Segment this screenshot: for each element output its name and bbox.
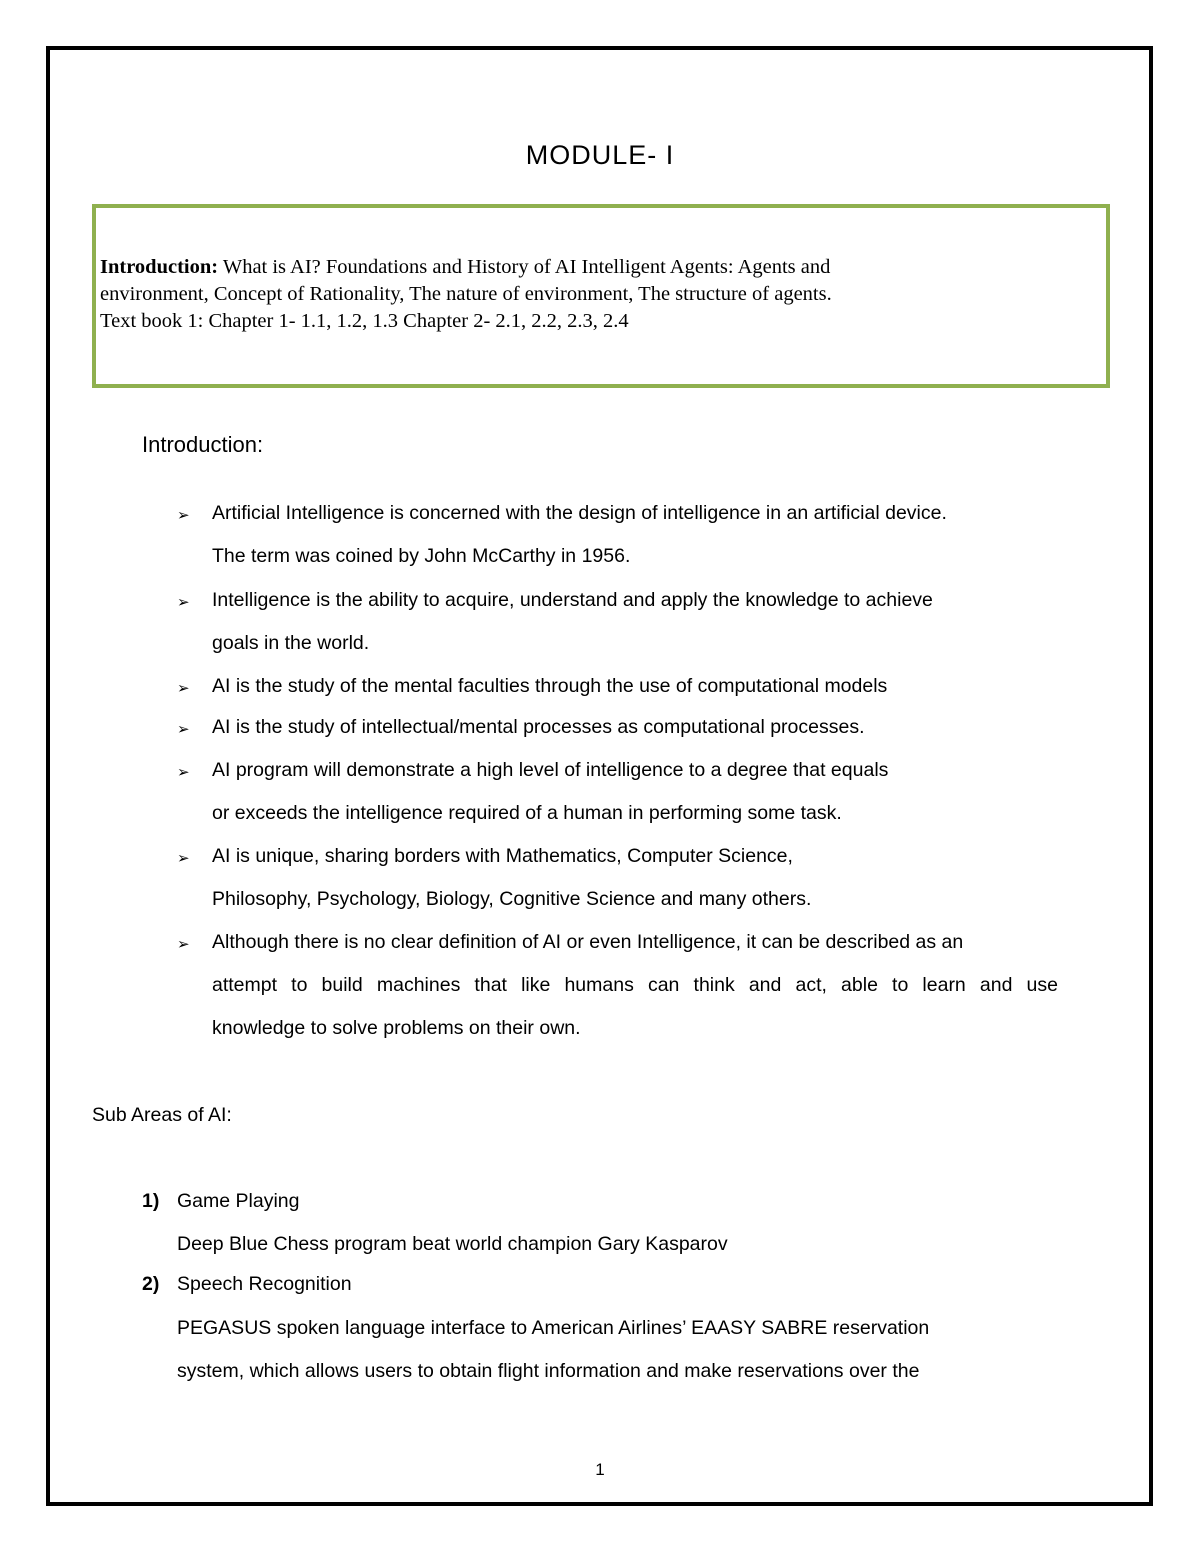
bullet-arrow-icon: ➢: [177, 764, 190, 781]
bullet-2-line-1: Intelligence is the ability to acquire, understand and apply the knowledge to achieve: [212, 589, 933, 611]
bullet-2-line-2: goals in the world.: [212, 632, 370, 654]
bullet-arrow-icon: ➢: [177, 936, 190, 953]
bullet-3-line-1: AI is the study of the mental faculties through the use of computational models: [212, 675, 888, 697]
syllabus-line-3: Text book 1: Chapter 1- 1.1, 1.2, 1.3 Chapter 2- 2.1, 2.2, 2.3, 2.4: [100, 310, 629, 332]
bullet-1-line-2: The term was coined by John McCarthy in 1956.: [212, 545, 631, 567]
syllabus-line-1-rest: What is AI? Foundations and History of AI Intelligent Agents: Agents and: [218, 256, 831, 278]
sub-area-2-description-line-1: PEGASUS spoken language interface to American Airlines’ EAASY SABRE reservation: [177, 1317, 930, 1339]
bullet-7-line-1: Although there is no clear definition of AI or even Intelligence, it can be described as an: [212, 931, 964, 953]
sub-area-2-description-line-2: system, which allows users to obtain flight information and make reservations over the: [177, 1360, 920, 1382]
bullet-arrow-icon: ➢: [177, 850, 190, 867]
syllabus-lead: Introduction:: [100, 256, 219, 278]
sub-areas-heading: Sub Areas of AI:: [92, 1104, 232, 1126]
module-title: MODULE- I: [525, 140, 675, 170]
page-number: 1: [595, 1460, 605, 1479]
syllabus-box: [92, 204, 1110, 388]
bullet-6-line-2: Philosophy, Psychology, Biology, Cognitive Science and many others.: [212, 888, 812, 910]
bullet-7-line-3: knowledge to solve problems on their own.: [212, 1017, 581, 1039]
syllabus-line-1: [100, 254, 832, 281]
syllabus-line-2: environment, Concept of Rationality, The nature of environment, The structure of agents.: [100, 283, 832, 305]
bullet-4-line-1: AI is the study of intellectual/mental processes as computational processes.: [212, 716, 865, 738]
bullet-7-line-2: attempt to build machines that like humans can think and act, able to learn and use: [212, 974, 1058, 996]
bullet-1-line-1: Artificial Intelligence is concerned with the design of intelligence in an artificial device.: [212, 502, 947, 524]
bullet-arrow-icon: ➢: [177, 680, 190, 697]
introduction-heading: Introduction:: [142, 432, 264, 457]
bullet-arrow-icon: ➢: [177, 507, 190, 524]
sub-area-2-number: 2): [142, 1273, 160, 1295]
syllabus-text: [100, 254, 832, 335]
bullet-arrow-icon: ➢: [177, 721, 190, 738]
sub-area-2-title: Speech Recognition: [177, 1273, 352, 1295]
bullet-5-line-2: or exceeds the intelligence required of a human in performing some task.: [212, 802, 842, 824]
bullet-6-line-1: AI is unique, sharing borders with Mathematics, Computer Science,: [212, 845, 793, 867]
sub-area-1-description: Deep Blue Chess program beat world champion Gary Kasparov: [177, 1233, 728, 1255]
sub-area-1-title: Game Playing: [177, 1190, 300, 1212]
bullet-arrow-icon: ➢: [177, 594, 190, 611]
bullet-5-line-1: AI program will demonstrate a high level of intelligence to a degree that equals: [212, 759, 889, 781]
sub-area-1-number: 1): [142, 1190, 160, 1212]
